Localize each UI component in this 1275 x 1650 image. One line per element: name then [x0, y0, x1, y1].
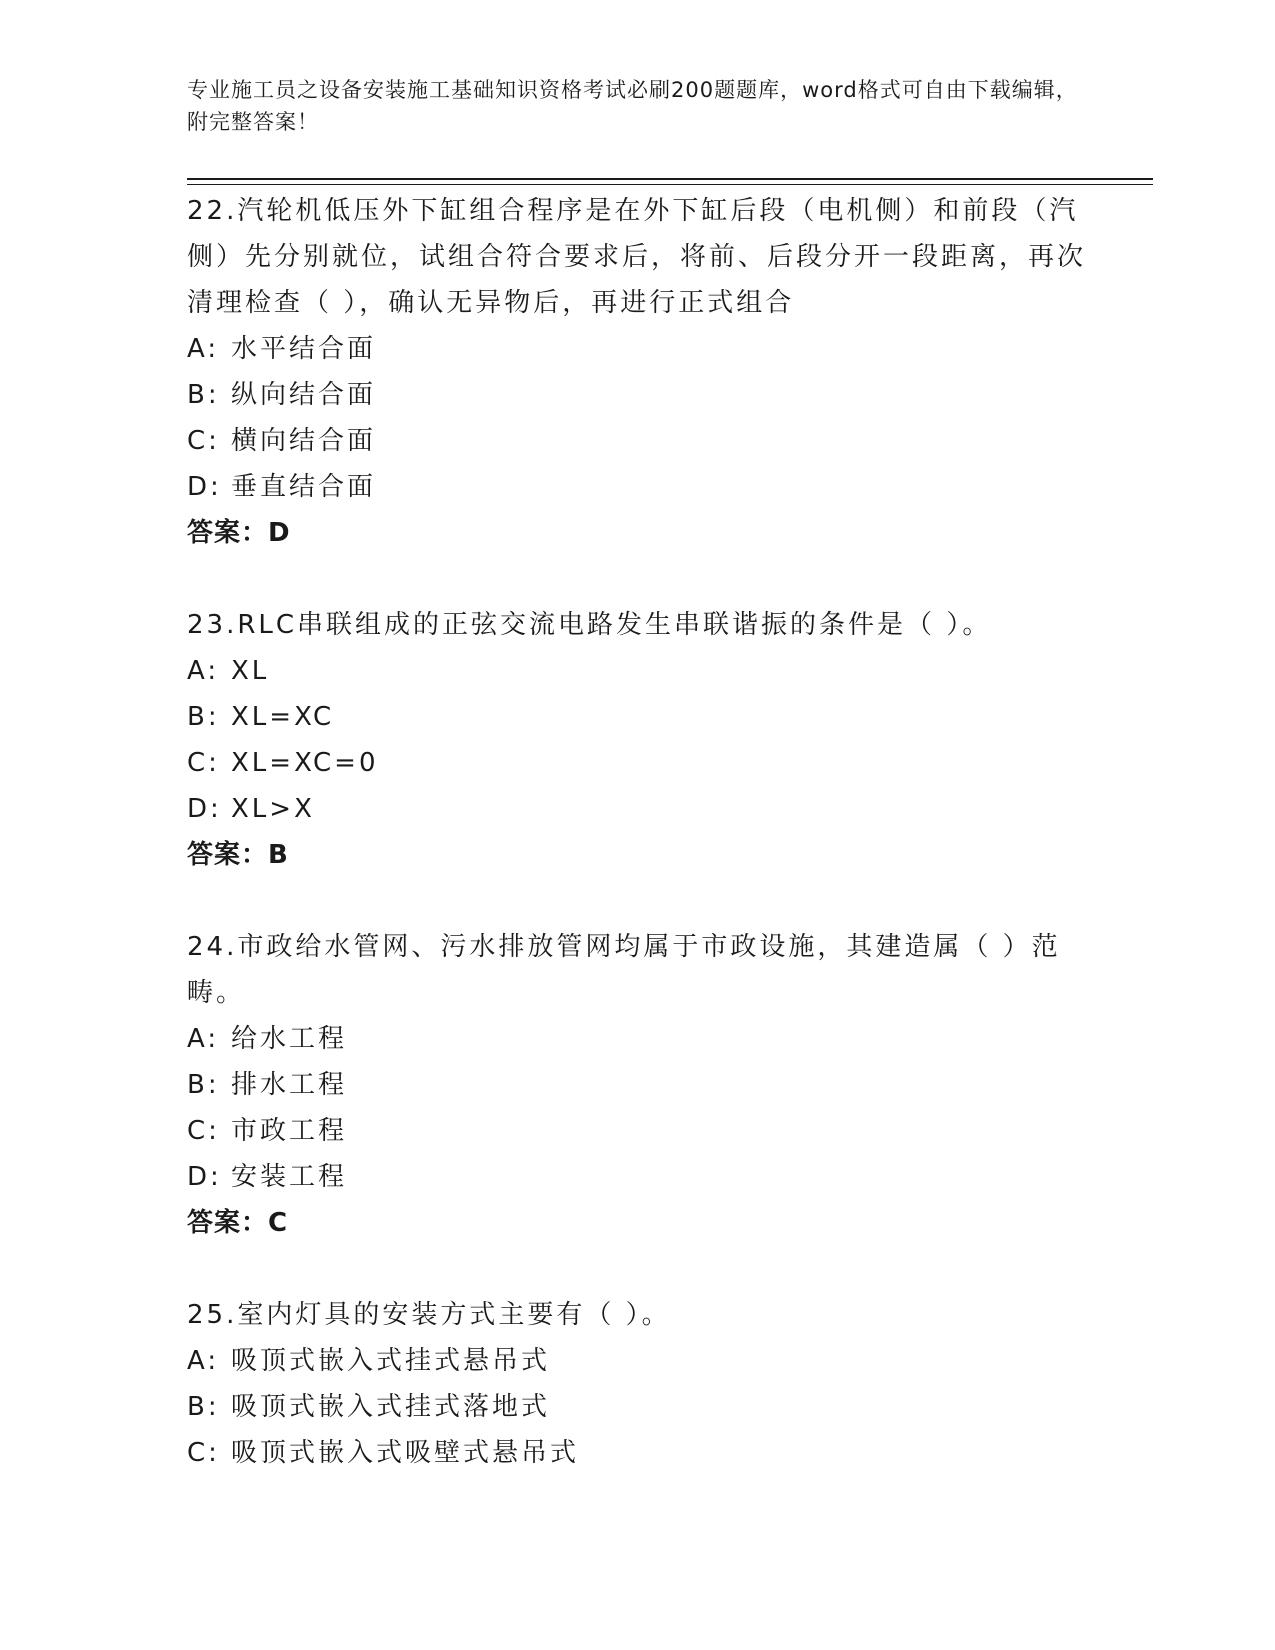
option-letter: B: — [187, 702, 220, 732]
option-text: 吸顶式嵌入式挂式落地式 — [231, 1392, 551, 1422]
option-letter: A: — [187, 656, 220, 686]
option-c — [187, 1108, 1087, 1154]
option-d — [187, 1154, 1087, 1200]
option-letter: B: — [187, 1070, 220, 1100]
answer-line: 答案：B — [187, 840, 289, 870]
question-text: 24.市政给水管网、污水排放管网均属于市政设施，其建造属（ ）范畴。 — [187, 932, 1061, 1008]
option-text: 横向结合面 — [231, 426, 377, 456]
answer-line: 答案：D — [187, 518, 291, 548]
option-text: 纵向结合面 — [231, 380, 377, 410]
question-22 — [187, 188, 1087, 556]
option-a — [187, 326, 1087, 372]
option-text: 给水工程 — [231, 1024, 348, 1054]
option-c — [187, 418, 1087, 464]
option-b — [187, 694, 1087, 740]
option-text: 排水工程 — [231, 1070, 348, 1100]
header-divider-thick — [187, 178, 1153, 180]
question-24 — [187, 924, 1087, 1246]
question-text: 25.室内灯具的安装方式主要有（ ）。 — [187, 1300, 671, 1330]
question-spacer — [187, 1246, 1087, 1292]
question-spacer — [187, 878, 1087, 924]
question-spacer — [187, 556, 1087, 602]
question-25 — [187, 1292, 1087, 1476]
option-letter: D: — [187, 1162, 222, 1192]
option-letter: A: — [187, 1024, 220, 1054]
option-letter: C: — [187, 1116, 220, 1146]
question-text: 22.汽轮机低压外下缸组合程序是在外下缸后段（电机侧）和前段（汽侧）先分别就位，试组合符合要求后，将前、后段分开一段距离，再次清理检查（ ），确认无异物后，再进行正式组合 — [187, 196, 1087, 318]
option-b — [187, 1062, 1087, 1108]
question-23 — [187, 602, 1087, 878]
option-letter: C: — [187, 1438, 220, 1468]
option-c — [187, 740, 1087, 786]
option-c — [187, 1430, 1087, 1476]
option-text: XL — [231, 656, 270, 686]
option-letter: A: — [187, 334, 220, 364]
question-list — [187, 188, 1087, 1476]
question-text: 23.RLC串联组成的正弦交流电路发生串联谐振的条件是（ ）。 — [187, 610, 992, 640]
answer-line: 答案：C — [187, 1208, 289, 1238]
option-text: 市政工程 — [231, 1116, 348, 1146]
header-divider-thin — [187, 184, 1153, 185]
option-d — [187, 464, 1087, 510]
option-letter: C: — [187, 426, 220, 456]
option-letter: D: — [187, 472, 222, 502]
option-text: 垂直结合面 — [231, 472, 377, 502]
option-b — [187, 1384, 1087, 1430]
option-letter: D: — [187, 794, 222, 824]
option-letter: C: — [187, 748, 220, 778]
option-letter: B: — [187, 380, 220, 410]
option-text: XL>X — [231, 794, 315, 824]
option-text: XL=XC=0 — [231, 748, 379, 778]
option-text: 水平结合面 — [231, 334, 377, 364]
document-header: 专业施工员之设备安装施工基础知识资格考试必刷200题题库，word格式可自由下载编辑，附完整答案！ — [187, 78, 1078, 134]
option-text: 吸顶式嵌入式吸壁式悬吊式 — [231, 1438, 580, 1468]
option-text: XL=XC — [231, 702, 335, 732]
option-d — [187, 786, 1087, 832]
option-letter: B: — [187, 1392, 220, 1422]
option-a — [187, 1016, 1087, 1062]
option-text: 吸顶式嵌入式挂式悬吊式 — [231, 1346, 551, 1376]
option-letter: A: — [187, 1346, 220, 1376]
option-a — [187, 1338, 1087, 1384]
option-text: 安装工程 — [231, 1162, 348, 1192]
option-a — [187, 648, 1087, 694]
option-b — [187, 372, 1087, 418]
